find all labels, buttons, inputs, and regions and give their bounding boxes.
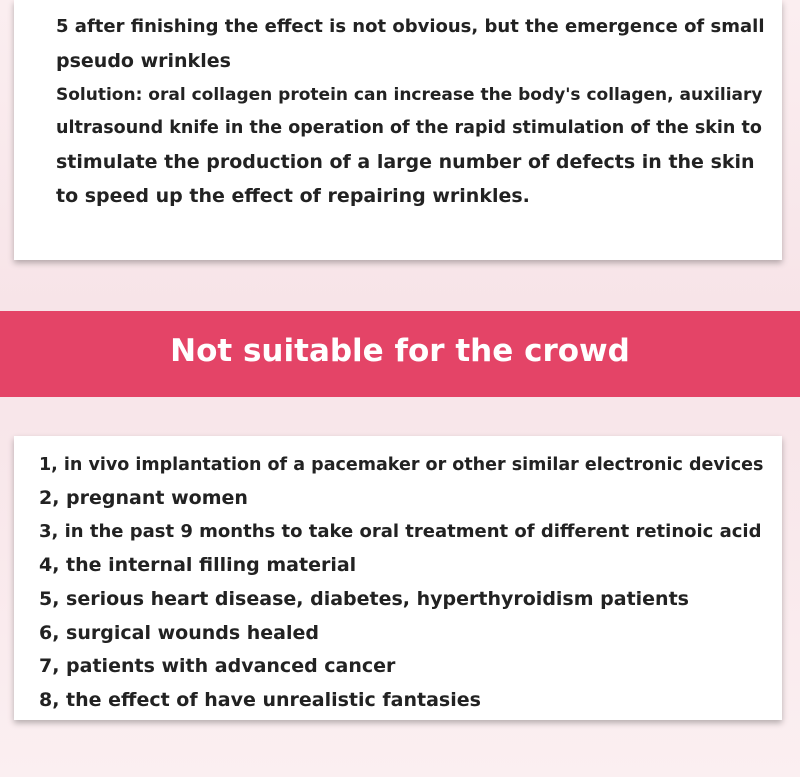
list-item: 7, patients with advanced cancer bbox=[39, 655, 396, 677]
text-line: stimulate the production of a large number of defects in the skin bbox=[56, 151, 755, 173]
text-line: pseudo wrinkles bbox=[56, 50, 231, 72]
list-item: 2, pregnant women bbox=[39, 487, 248, 509]
section-banner bbox=[0, 311, 800, 397]
list-item: 6, surgical wounds healed bbox=[39, 622, 319, 644]
list-item: 4, the internal filling material bbox=[39, 554, 357, 576]
solution-card bbox=[14, 0, 782, 260]
text-line: Solution: oral collagen protein can increase the body's collagen, auxiliary bbox=[56, 85, 763, 105]
section-title: Not suitable for the crowd bbox=[170, 333, 630, 369]
text-line: ultrasound knife in the operation of the rapid stimulation of the skin to bbox=[56, 118, 762, 138]
text-line: to speed up the effect of repairing wrinkles. bbox=[56, 185, 530, 207]
unsuitable-list-card bbox=[14, 436, 782, 720]
text-line: 5 after finishing the effect is not obvious, but the emergence of small bbox=[56, 16, 765, 37]
list-item: 8, the effect of have unrealistic fantasies bbox=[39, 689, 481, 711]
list-item: 5, serious heart disease, diabetes, hyperthyroidism patients bbox=[39, 588, 689, 610]
list-item: 1, in vivo implantation of a pacemaker or other similar electronic devices bbox=[39, 455, 764, 475]
list-item: 3, in the past 9 months to take oral treatment of different retinoic acid bbox=[39, 521, 762, 542]
